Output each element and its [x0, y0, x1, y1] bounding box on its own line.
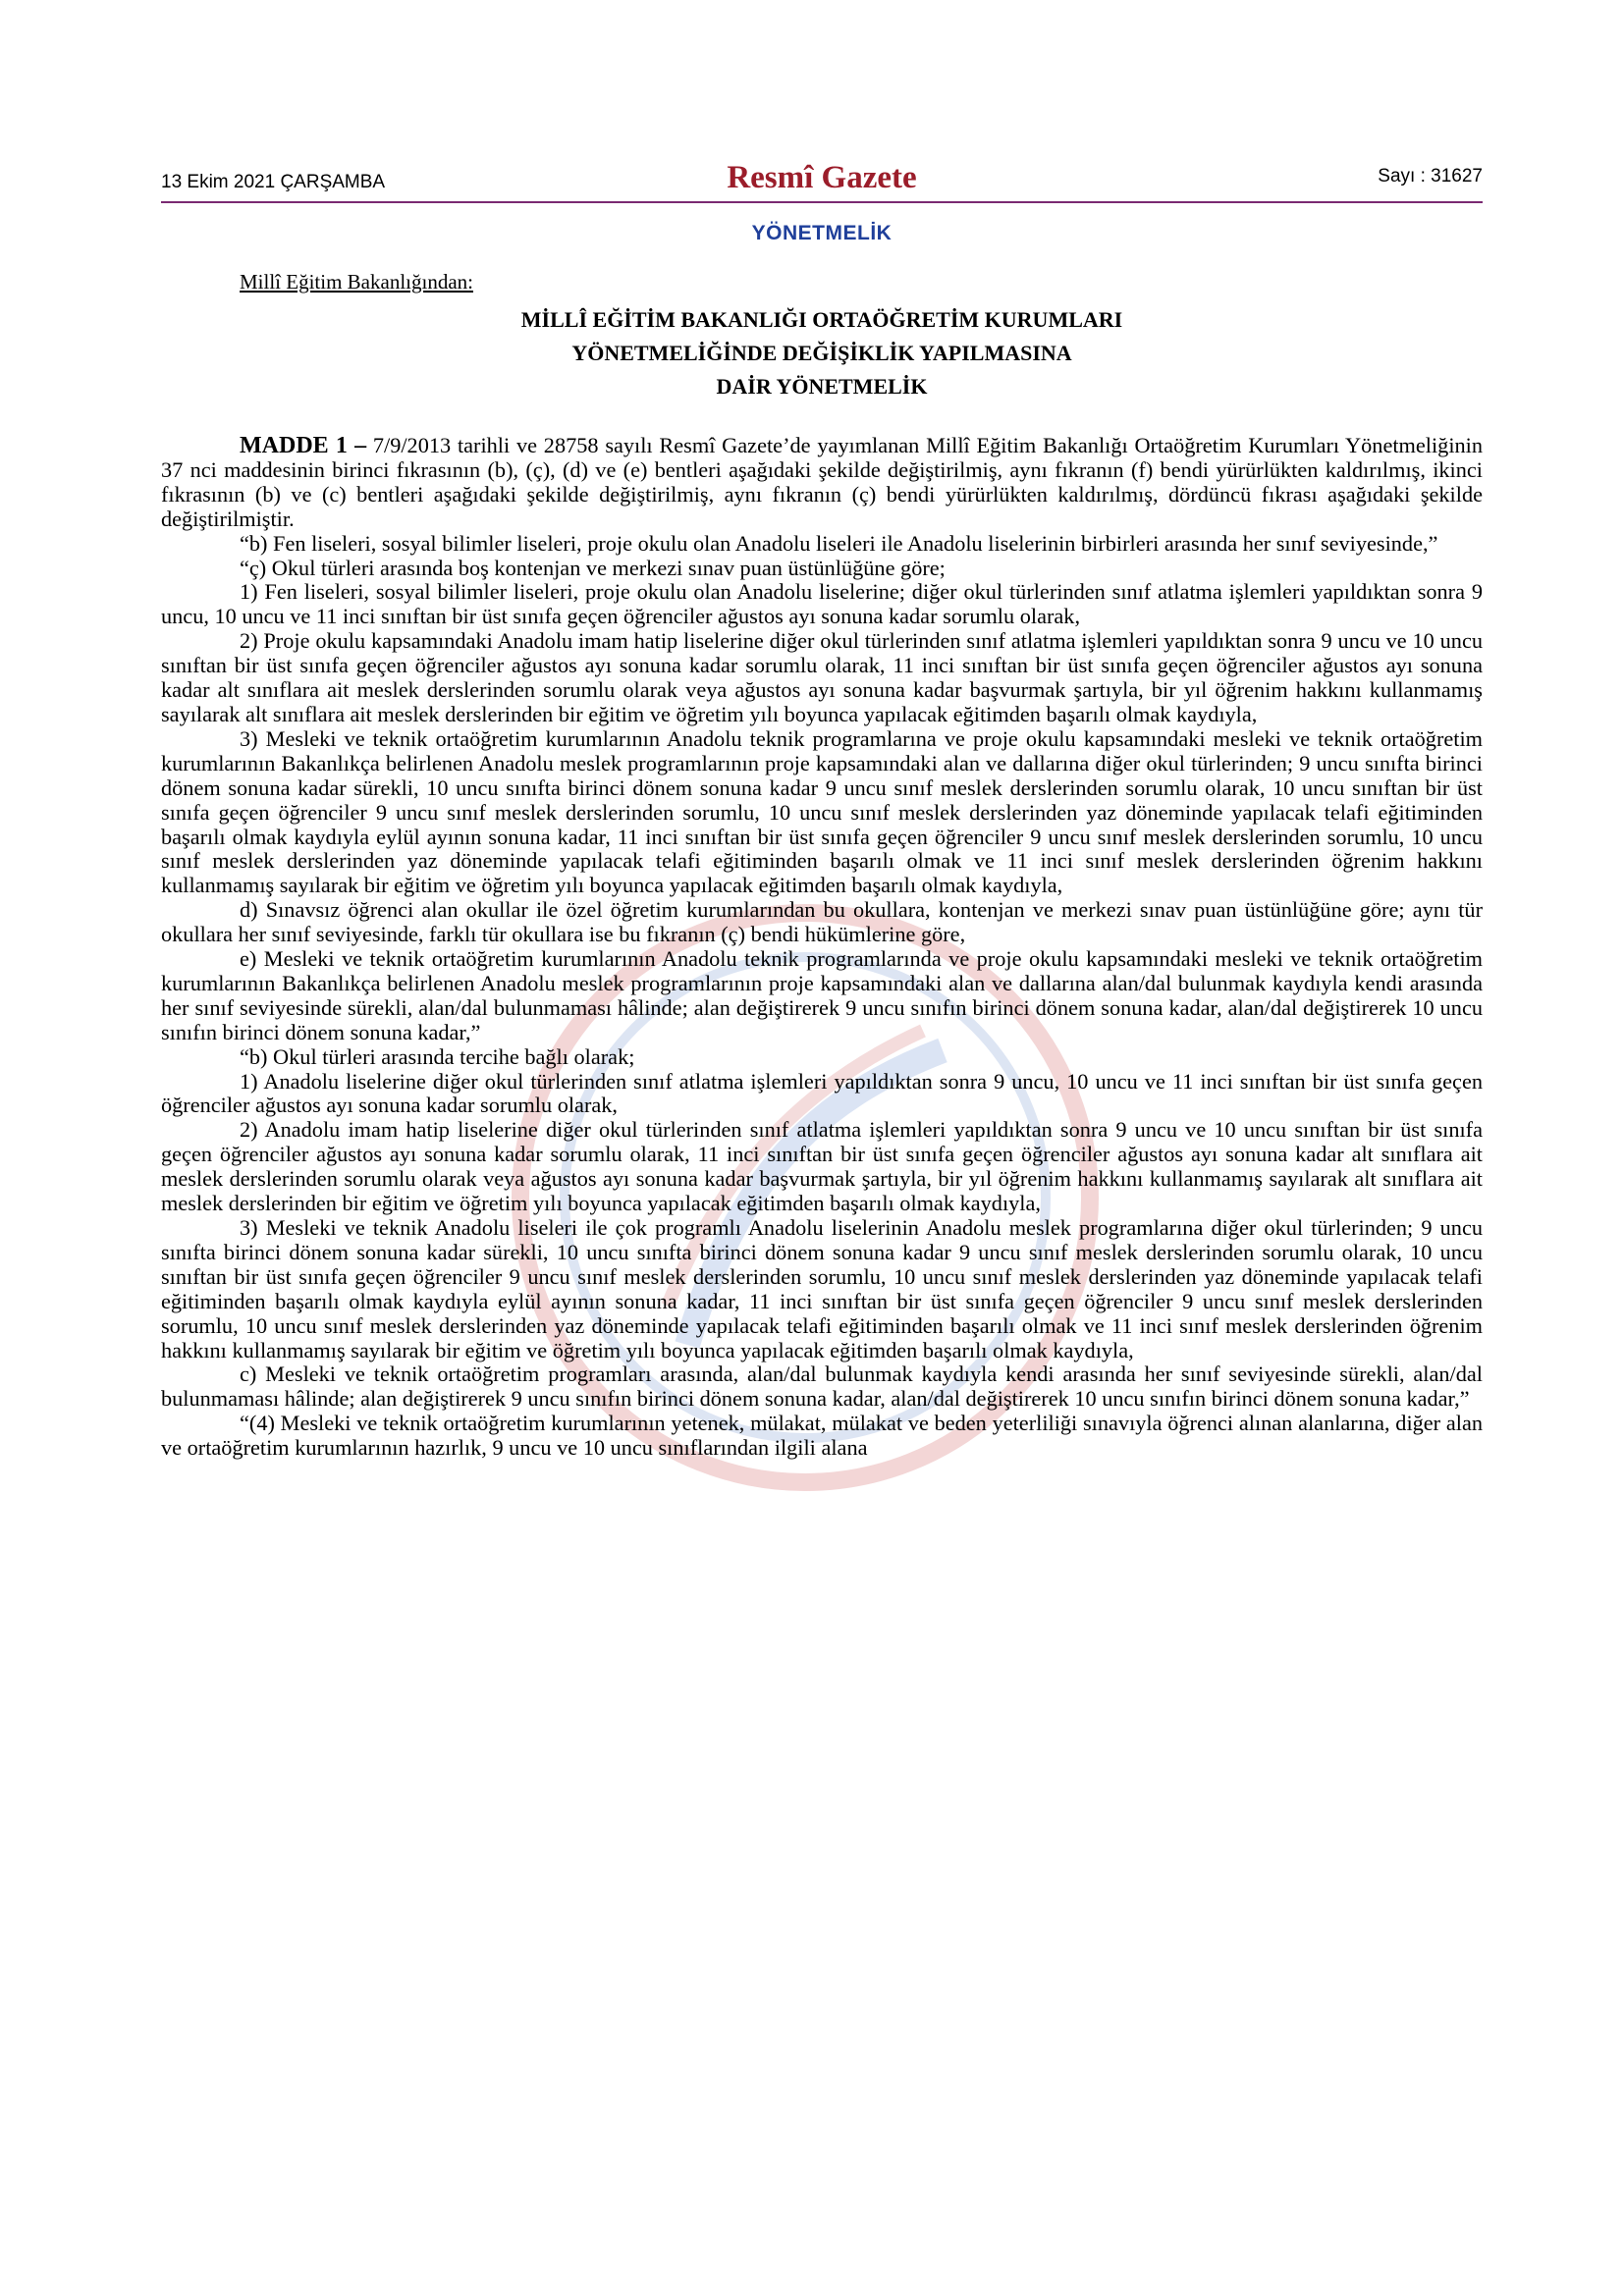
gazette-title: Resmî Gazete [727, 160, 917, 195]
paragraph: d) Sınavsız öğrenci alan okullar ile özel öğretim kurumlarından bu okullara, kontenjan ve merkezi sınav puan üstünlüğüne göre; aynı tür okullara her sınıf seviyesinde, farklı tür okullara ise bu fıkranın (ç) bendi hükümlerine göre, [161, 897, 1483, 947]
header-rule [161, 201, 1483, 203]
regulation-title-line: YÖNETMELİĞİNDE DEĞİŞİKLİK YAPILMASINA [571, 341, 1072, 365]
article-intro-text: 7/9/2013 tarihli ve 28758 sayılı Resmî Gazete’de yayımlanan Millî Eğitim Bakanlığı Ortaöğretim Kurumları Yönetmeliğinin 37 nci maddesinin birinci fıkrasının (b), (ç), (d) ve (e) bentleri aşağıdaki şekilde değiştirilmiş, aynı fıkranın (f) bendi yürürlükten kaldırılmış, ikinci fıkrasının (b) ve (c) bentleri aşağıdaki şekilde değiştirilmiş, aynı fıkranın (ç) bendi yürürlükten kaldırılmış, dördüncü fıkrası aşağıdaki şekilde değiştirilmiştir. [161, 433, 1484, 531]
article-label: MADDE 1 – [240, 433, 367, 458]
paragraph: c) Mesleki ve teknik ortaöğretim programları arasında, alan/dal bulunmak kaydıyla kendi arasında her sınıf seviyesinde sürekli, alan/dal bulunmaması hâlinde; alan değiştirerek 9 uncu sınıfın birinci dönem sonuna kadar, alan/dal değiştirerek 10 uncu sınıfın birinci dönem sonuna kadar,” [161, 1362, 1483, 1412]
paragraph: “(4) Mesleki ve teknik ortaöğretim kurumlarının yetenek, mülakat, mülakat ve beden yeterliliği sınavıyla öğrenci alınan alanlarına, diğer alan ve ortaöğretim kurumlarının hazırlık, 9 uncu ve 10 uncu sınıflarından ilgili alana [161, 1411, 1483, 1461]
paragraph: “b) Fen liseleri, sosyal bilimler liseleri, proje okulu olan Anadolu liseleri ile Anadolu liselerinin birbirleri arasında her sınıf seviyesinde,” [240, 530, 1438, 556]
issuing-authority: Millî Eğitim Bakanlığından: [240, 270, 473, 294]
regulation-title-line: MİLLÎ EĞİTİM BAKANLIĞI ORTAÖĞRETİM KURUMLARI [520, 307, 1123, 332]
issue-number: Sayı : 31627 [1378, 166, 1483, 187]
paragraph: 1) Fen liseleri, sosyal bilimler liseleri, proje okulu olan Anadolu liselerine; diğer okul türlerinden sınıf atlatma işlemleri yapıldıktan sonra 9 uncu, 10 uncu ve 11 inci sınıftan bir üst sınıfa geçen öğrenciler ağustos ayı sonuna kadar sorumlu olarak, [161, 579, 1483, 629]
paragraph: 1) Anadolu liselerine diğer okul türlerinden sınıf atlatma işlemleri yapıldıktan sonra 9 uncu, 10 uncu ve 11 inci sınıftan bir üst sınıfa geçen öğrenciler ağustos ayı sonuna kadar sorumlu olarak, [161, 1068, 1483, 1118]
paragraph: 2) Anadolu imam hatip liselerine diğer okul türlerinden sınıf atlatma işlemleri yapıldıktan sonra 9 uncu ve 10 uncu sınıftan bir üst sınıfa geçen öğrenciler ağustos ayı sonuna kadar sorumlu olarak, 11 inci sınıftan bir üst sınıfa geçen öğrenciler ağustos ayı sonuna kadar alt sınıflara ait meslek derslerinden sorumlu olarak veya ağustos ayı sonuna kadar başvurmak şartıyla, bir yıl öğrenim hakkını kullanmamış sayılarak alt sınıflara ait meslek derslerinden bir eğitim ve öğretim yılı boyunca yapılacak eğitimden başarılı olmak kaydıyla, [161, 1117, 1483, 1216]
page-header [161, 160, 1483, 199]
paragraph: 2) Proje okulu kapsamındaki Anadolu imam hatip liselerine diğer okul türlerinden sınıf atlatma işlemleri yapıldıktan sonra 9 uncu ve 10 uncu sınıftan bir üst sınıfa geçen öğrenciler ağustos ayı sonuna kadar sorumlu olarak, 11 inci sınıftan bir üst sınıfa geçen öğrenciler ağustos ayı sonuna kadar alt sınıflara ait meslek derslerinden sorumlu olarak veya ağustos ayı sonuna kadar başvurmak şartıyla, bir yıl öğrenim hakkını kullanmamış sayılarak alt sınıflara ait meslek derslerinden bir eğitim ve öğretim yılı boyunca yapılacak eğitimden başarılı olmak kaydıyla, [161, 628, 1483, 726]
paragraph: e) Mesleki ve teknik ortaöğretim kurumlarının Anadolu teknik programlarında ve proje okulu kapsamındaki mesleki ve teknik ortaöğretim kurumlarının Bakanlıkça belirlenen Anadolu meslek programlarının proje kapsamındaki alan ve dallarına alan/dal bulunmak kaydıyla kendi arasında her sınıf seviyesinde sürekli, alan/dal bulunmaması hâlinde; alan değiştirerek 9 uncu sınıfın birinci dönem sonuna kadar, alan/dal değiştirerek 10 uncu sınıfın birinci dönem sonuna kadar,” [161, 946, 1483, 1044]
issue-date: 13 Ekim 2021 ÇARŞAMBA [161, 172, 386, 192]
article-1-intro [161, 434, 1483, 532]
section-label: YÖNETMELİK [751, 222, 893, 244]
regulation-title [161, 303, 1483, 403]
paragraph: “b) Okul türleri arasında tercihe bağlı olarak; [240, 1043, 635, 1069]
paragraph: 3) Mesleki ve teknik Anadolu liseleri ile çok programlı Anadolu liselerinin Anadolu meslek programlarına diğer okul türlerinden; 9 uncu sınıfta birinci dönem sonuna kadar sürekli, 10 uncu sınıfta birinci dönem sonuna kadar 9 uncu sınıf meslek derslerinden sorumlu olarak, 10 uncu sınıftan bir üst sınıfa geçen öğrenciler 9 uncu sınıf meslek derslerinden sorumlu, 10 uncu sınıf meslek derslerinden yaz döneminde yapılacak telafi eğitiminden başarılı olmak kaydıyla eylül ayının sonuna kadar, 11 inci sınıftan bir üst sınıfa geçen öğrenciler 9 uncu sınıf meslek derslerinden sorumlu, 10 uncu sınıf meslek derslerinden yaz döneminde yapılacak telafi eğitiminden başarılı olmak ve 11 inci sınıf meslek derslerinden öğrenim hakkını kullanmamış sayılarak bir eğitim ve öğretim yılı boyunca yapılacak eğitimden başarılı olmak kaydıyla, [161, 1215, 1483, 1362]
paragraph: “ç) Okul türleri arasında boş kontenjan ve merkezi sınav puan üstünlüğüne göre; [240, 555, 946, 580]
document-body [161, 434, 1483, 1461]
regulation-title-line: DAİR YÖNETMELİK [716, 374, 928, 399]
paragraph: 3) Mesleki ve teknik ortaöğretim kurumlarının Anadolu teknik programlarına ve proje okulu kapsamındaki mesleki ve teknik ortaöğretim kurumlarının Bakanlıkça belirlenen Anadolu meslek programlarının proje kapsamındaki alan ve dallarına diğer okul türlerinden; 9 uncu sınıfta birinci dönem sonuna kadar sürekli, 10 uncu sınıfta birinci dönem sonuna kadar 9 uncu sınıf meslek derslerinden sorumlu olarak, 10 uncu sınıftan bir üst sınıfa geçen öğrenciler 9 uncu sınıf meslek derslerinden sorumlu, 10 uncu sınıf meslek derslerinden yaz döneminde yapılacak telafi eğitiminden başarılı olmak kaydıyla eylül ayının sonuna kadar, 11 inci sınıftan bir üst sınıfa geçen öğrenciler 9 uncu sınıf meslek derslerinden sorumlu, 10 uncu sınıf meslek derslerinden yaz döneminde yapılacak telafi eğitiminden başarılı olmak ve 11 inci sınıf meslek derslerinden öğrenim hakkını kullanmamış sayılarak bir eğitim ve öğretim yılı boyunca yapılacak eğitimden başarılı olmak kaydıyla, [161, 725, 1483, 898]
